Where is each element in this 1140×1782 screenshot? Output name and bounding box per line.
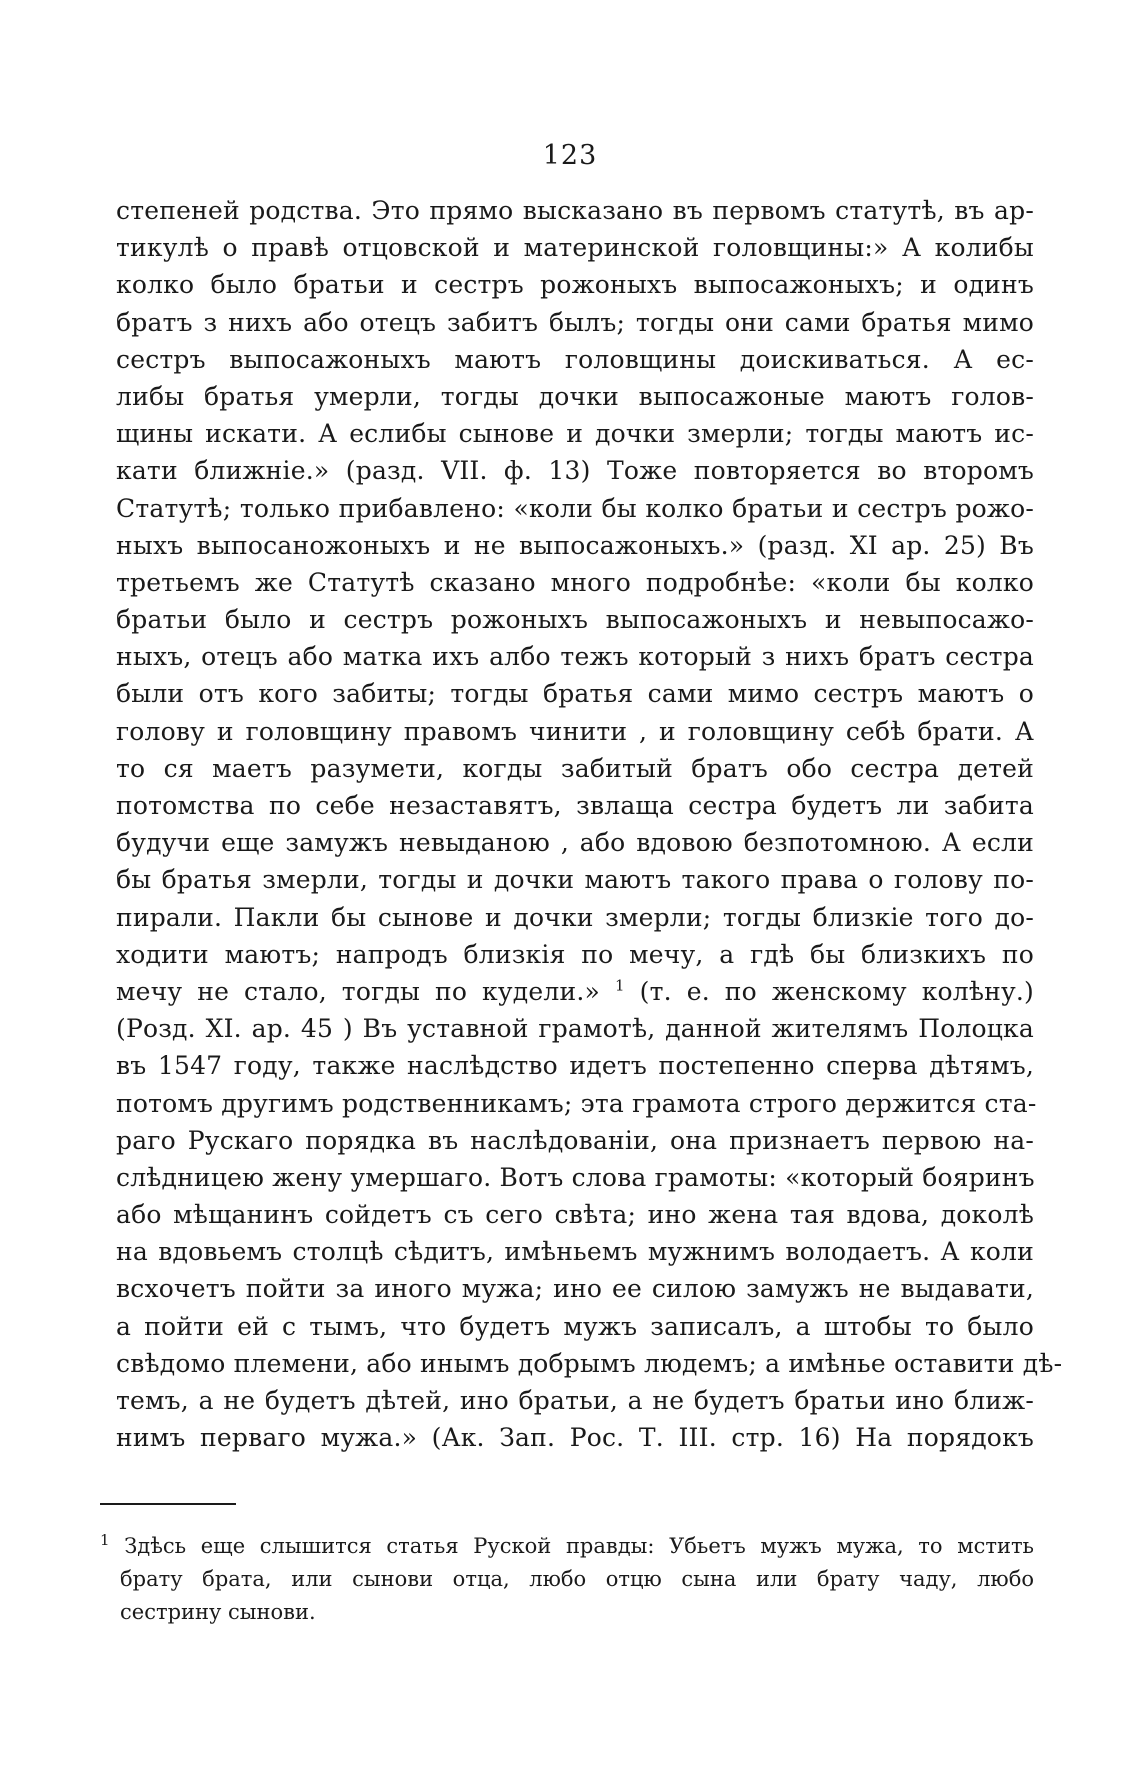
footnote-block [100,1530,1034,1629]
text-line: або мѣщанинъ сойдетъ съ сего свѣта; ино жена тая вдова, доколѣ [116,1200,1034,1230]
text-line: потомства по себе незаставятъ, звлаща сестра будетъ ли забита [116,791,1034,820]
text-line: темъ, а не будетъ дѣтей, ино братьи, а не будетъ братьи ино ближ- [116,1386,1034,1415]
text-line: свѣдомо племени, або инымъ добрымъ людемъ; а имѣнье оставити дѣ- [116,1348,1063,1378]
text-line: на вдовьемъ столцѣ сѣдитъ, имѣньемъ мужнимъ володаетъ. А коли [116,1237,1034,1267]
text-line: (Розд. XI. ар. 45 ) Въ уставной грамотѣ, данной жителямъ Полоцка [116,1014,1034,1044]
text-line: братьи было и сестръ рожоныхъ выпосажоныхъ и невыпосажо- [116,605,1034,635]
text-line: будучи еще замужъ невыданою , або вдовою безпотомною. А если [116,828,1034,858]
text-line: колко было братьи и сестръ рожоныхъ выпосажоныхъ; и одинъ [116,270,1034,300]
text-line: нимъ перваго мужа.» (Ак. Зап. Рос. Т. III. стр. 16) На порядокъ [116,1423,1034,1453]
text-line: потомъ другимъ родственникамъ; эта грамота строго держится ста- [116,1088,1037,1118]
footnote-divider [100,1503,236,1505]
text-line: тикулѣ о правѣ отцовской и материнской головщины:» А колибы [116,233,1034,263]
footnote-marker: 1 [100,1531,110,1549]
footnote-line-text: Здѣсь еще слышится статья Руской правды: Убьетъ мужъ мужа, то мстить [124,1534,1034,1558]
text-line: степеней родства. Это прямо высказано въ первомъ статутѣ, въ ар- [116,196,1034,225]
page-number: 123 [542,140,598,171]
text-line: слѣдницею жену умершаго. Вотъ слова грамоты: «который бояринъ [116,1162,1035,1192]
text-line: кати ближніе.» (разд. VII. ф. 13) Тоже повторяется во второмъ [116,456,1034,486]
main-text [116,192,1063,1456]
text-line-with-footnote-ref [116,973,1034,1010]
text-line: Статутѣ; только прибавлено: «коли бы колко братьи и сестръ рожо- [116,493,1034,523]
footnote-line: сестрину сынови. [120,1600,316,1624]
text-line: щины искати. А еслибы сынове и дочки змерли; тогды маютъ ис- [116,419,1034,449]
footnote-reference[interactable]: 1 [614,976,625,995]
text-line: всхочетъ пойти за иного мужа; ино ее силою замужъ не выдавати, [116,1274,1034,1304]
text-line-tail: (т. е. по женскому колѣну.) [639,976,1035,1006]
footnote-line [100,1530,1034,1563]
text-line: голову и головщину правомъ чинити , и головщину себѣ брати. А [116,716,1034,746]
text-line: въ 1547 году, также наслѣдство идетъ постепенно сперва дѣтямъ, [116,1051,1034,1081]
text-line: либы братья умерли, тогды дочки выпосажоные маютъ голов- [116,381,1034,411]
text-line: то ся маетъ разумети, когды забитый братъ обо сестра детей [116,753,1034,783]
text-line: сестръ выпосажоныхъ маютъ головщины доискиваться. А ес- [116,344,1034,374]
text-line-head: мечу не стало, тогды по кудели.» [116,976,600,1006]
text-line: пирали. Пакли бы сынове и дочки змерли; тогды близкіе того до- [116,902,1034,932]
text-line: третьемъ же Статутѣ сказано много подробнѣе: «коли бы колко [116,567,1034,597]
text-line: бы братья змерли, тогды и дочки маютъ такого права о голову по- [116,865,1034,895]
text-line: братъ з нихъ або отецъ забитъ былъ; тогды они сами братья мимо [116,307,1034,337]
text-line: были отъ кого забиты; тогды братья сами мимо сестръ маютъ о [116,679,1034,709]
text-line: ныхъ, отецъ або матка ихъ албо тежъ который з нихъ братъ сестра [116,642,1034,672]
text-line: раго Рускаго порядка въ наслѣдованіи, она признаетъ первою на- [116,1125,1034,1155]
text-line: ходити маютъ; напродъ близкія по мечу, а гдѣ бы близкихъ по [116,939,1034,969]
text-line: ныхъ выпосаножоныхъ и не выпосажоныхъ.» (разд. XI ар. 25) Въ [116,530,1034,560]
text-line: а пойти ей с тымъ, что будетъ мужъ записалъ, а штобы то было [116,1311,1034,1341]
footnote-line: брату брата, или сынови отца, любо отцю сына или брату чаду, любо [120,1567,1034,1591]
